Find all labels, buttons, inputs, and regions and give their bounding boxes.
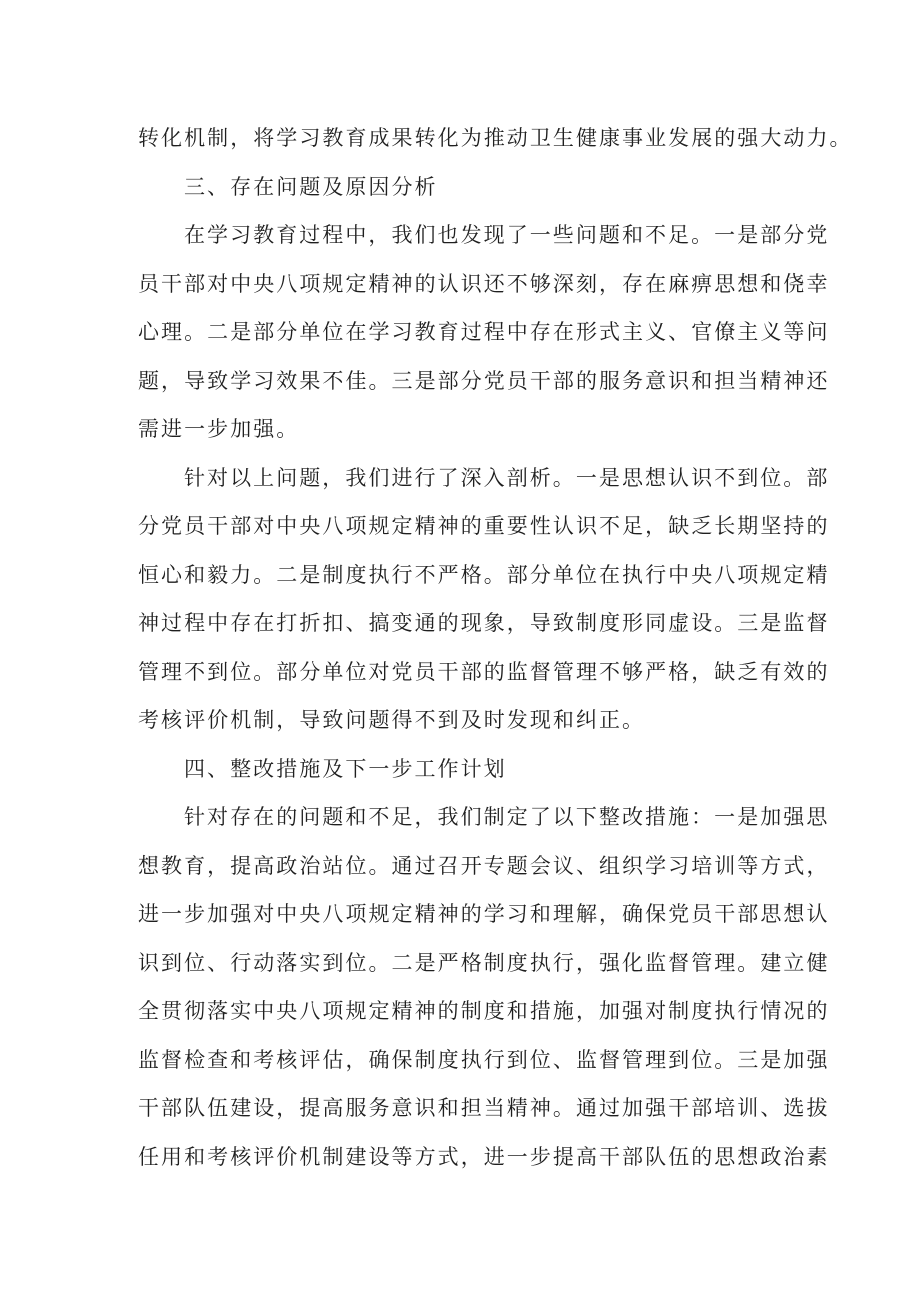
paragraph-line: 分党员干部对中央八项规定精神的重要性认识不足，缺乏长期坚持的	[138, 514, 830, 538]
paragraph-line: 神过程中存在打折扣、搞变通的现象，导致制度形同虚设。三是监督	[138, 611, 830, 635]
paragraph-line: 需进一步加强。	[138, 417, 300, 441]
paragraph-line: 全贯彻落实中央八项规定精神的制度和措施，加强对制度执行情况的	[138, 999, 830, 1023]
paragraph-line: 针对以上问题，我们进行了深入剖析。一是思想认识不到位。部	[184, 465, 830, 490]
section-heading-3: 三、存在问题及原因分析	[184, 174, 438, 199]
paragraph-line: 转化机制，将学习教育成果转化为推动卫生健康事业发展的强大动力。	[138, 126, 853, 150]
paragraph-line: 想教育，提高政治站位。通过召开专题会议、组织学习培训等方式，	[138, 853, 830, 878]
paragraph-line: 恒心和毅力。二是制度执行不严格。部分单位在执行中央八项规定精	[138, 562, 830, 587]
paragraph-line: 员干部对中央八项规定精神的认识还不够深刻，存在麻痹思想和侥幸	[138, 271, 830, 296]
document-body	[138, 114, 853, 1181]
paragraph-line: 干部队伍建设，提高服务意识和担当精神。通过加强干部培训、选拔	[138, 1096, 830, 1120]
paragraph-line: 管理不到位。部分单位对党员干部的监督管理不够严格，缺乏有效的	[138, 659, 830, 684]
paragraph-line: 心理。二是部分单位在学习教育过程中存在形式主义、官僚主义等问	[138, 320, 830, 344]
paragraph-line: 在学习教育过程中，我们也发现了一些问题和不足。一是部分党	[184, 223, 830, 247]
section-heading-4: 四、整改措施及下一步工作计划	[184, 756, 507, 781]
paragraph-line: 识到位、行动落实到位。二是严格制度执行，强化监督管理。建立健	[138, 950, 830, 975]
paragraph-line: 题，导致学习效果不佳。三是部分党员干部的服务意识和担当精神还	[138, 368, 830, 393]
paragraph-line: 监督检查和考核评估，确保制度执行到位、监督管理到位。三是加强	[138, 1047, 830, 1072]
paragraph-line: 进一步加强对中央八项规定精神的学习和理解，确保党员干部思想认	[138, 902, 830, 926]
paragraph-line: 针对存在的问题和不足，我们制定了以下整改措施：一是加强思	[184, 805, 830, 829]
paragraph-line: 任用和考核评价机制建设等方式，进一步提高干部队伍的思想政治素	[138, 1144, 830, 1169]
paragraph-line: 考核评价机制，导致问题得不到及时发现和纠正。	[138, 708, 646, 732]
